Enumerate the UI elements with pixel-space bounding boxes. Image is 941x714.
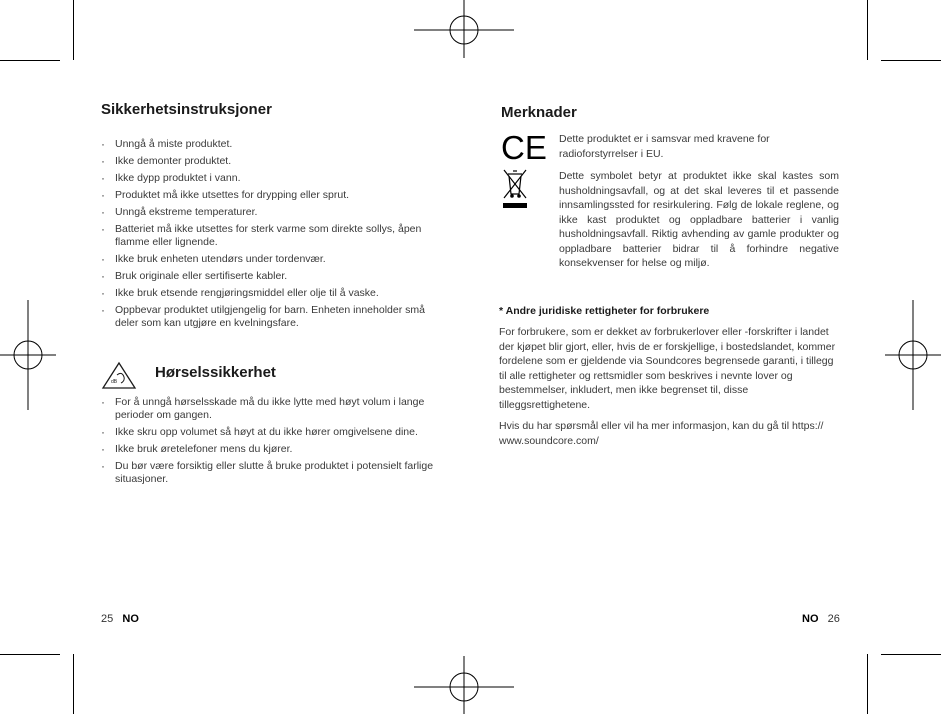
list-item: · Oppbevar produktet utilgjengelig for barn. Enheten inneholder små deler som kan utgjøre en kvelningsfare. xyxy=(101,304,443,330)
list-item: · Ikke skru opp volumet så høyt at du ikke hører omgivelsene dine. xyxy=(101,426,443,439)
hearing-icon-label: dB xyxy=(111,379,118,385)
list-item: · Ikke demonter produktet. xyxy=(101,155,443,168)
safety-title: Sikkerhetsinstruksjoner xyxy=(101,101,272,118)
list-item: · Unngå ekstreme temperaturer. xyxy=(101,206,443,219)
legal-text: For forbrukere, som er dekket av forbrukerlover eller -forskrifter i landet der kjøpet blir gjort, eller, hvis de er forskjellige, i bostedslandet, kommer fordelene som er gjeldende via Soundcores begrensede garanti, i tillegg til alle rettigheter og rettsmidler som beskrives i nevnte lover og bestemmelser, inkludert, men ikke begrenset til, disse tilleggsrettighetene. xyxy=(499,326,836,411)
list-item: · Produktet må ikke utsettes for drypping eller sprut. xyxy=(101,189,443,202)
page-number-left: 25 xyxy=(101,613,114,625)
weee-text: Dette symbolet betyr at produktet ikke skal kastes som husholdningsavfall, og at det skal leveres til et passende innsamlingssted for resirkulering. Følg de lokale reglene, og ikke kast produktet og oppladbare batterier i vanlig husholdningsavfall. Riktig avhending av gamle produkter og oppladbare batterier bidrar til å forhindre negative konsekvenser for helse og miljø. xyxy=(559,170,839,269)
list-item: · Unngå å miste produktet. xyxy=(101,138,443,151)
page-footer-right xyxy=(802,613,840,625)
language-left: NO xyxy=(122,613,139,625)
language-right: NO xyxy=(802,613,819,625)
ce-mark-icon xyxy=(501,130,547,164)
hearing-list xyxy=(101,396,443,490)
safety-list xyxy=(101,138,443,334)
list-item: · Ikke dypp produktet i vann. xyxy=(101,172,443,185)
list-item: · For å unngå hørselsskade må du ikke lytte med høyt volum i lange perioder om gangen. xyxy=(101,396,443,422)
list-item: · Bruk originale eller sertifiserte kabler. xyxy=(101,270,443,283)
list-item: · Du bør være forsiktig eller slutte å bruke produktet i potensielt farlige situasjoner. xyxy=(101,460,443,486)
ce-text: Dette produktet er i samsvar med kravene for radioforstyrrelser i EU. xyxy=(559,133,770,160)
list-item: · Ikke bruk enheten utendørs under tordenvær. xyxy=(101,253,443,266)
page-footer-left xyxy=(101,613,139,625)
ce-mark-text: CE xyxy=(501,130,547,164)
list-item: · Batteriet må ikke utsettes for sterk varme som direkte sollys, åpen flamme eller lignende. xyxy=(101,223,443,249)
weee-bin-icon xyxy=(502,168,528,210)
list-item: · Ikke bruk etsende rengjøringsmiddel eller olje til å vaske. xyxy=(101,287,443,300)
hearing-icon xyxy=(101,360,137,390)
legal-title: * Andre juridiske rettigheter for forbrukere xyxy=(499,305,710,317)
list-item: · Ikke bruk øretelefoner mens du kjører. xyxy=(101,443,443,456)
notes-title: Merknader xyxy=(501,104,577,121)
contact-text: Hvis du har spørsmål eller vil ha mer informasjon, kan du gå til https:// www.soundcore.com/ xyxy=(499,420,824,447)
page-number-right: 26 xyxy=(827,613,840,625)
hearing-title: Hørselssikkerhet xyxy=(155,364,276,381)
